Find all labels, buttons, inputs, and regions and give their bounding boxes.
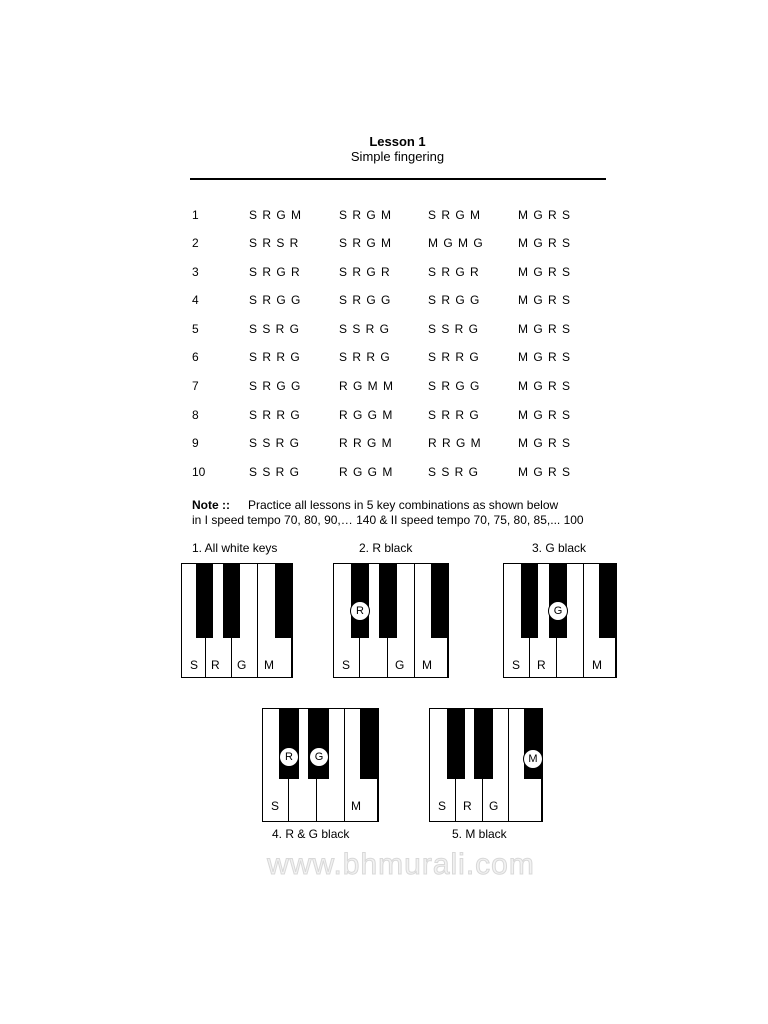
key-label: S bbox=[190, 658, 199, 672]
row-number: 8 bbox=[192, 408, 199, 422]
key-label: M bbox=[351, 799, 361, 813]
pattern-cell: M G R S bbox=[518, 436, 572, 450]
pattern-cell: M G M G bbox=[428, 236, 484, 250]
note-label: Note :: bbox=[192, 498, 230, 512]
note-marker: G bbox=[548, 601, 568, 621]
black-key bbox=[599, 564, 616, 638]
black-key bbox=[196, 564, 213, 638]
pattern-cell: S R G G bbox=[339, 293, 392, 307]
pattern-cell: S S R G bbox=[339, 322, 391, 336]
pattern-cell: S S R G bbox=[428, 465, 480, 479]
keyboard-caption: 1. All white keys bbox=[192, 541, 278, 555]
row-number: 7 bbox=[192, 379, 199, 393]
pattern-cell: S R G R bbox=[339, 265, 391, 279]
pattern-cell: S R G G bbox=[428, 379, 481, 393]
row-number: 3 bbox=[192, 265, 199, 279]
note-line-2: in I speed tempo 70, 80, 90,… 140 & II speed tempo 70, 75, 80, 85,... 100 bbox=[192, 513, 584, 527]
black-key bbox=[308, 709, 329, 779]
title-divider bbox=[190, 178, 606, 180]
pattern-cell: M G R S bbox=[518, 408, 572, 422]
pattern-cell: S S R G bbox=[428, 322, 480, 336]
pattern-cell: S S R G bbox=[249, 465, 301, 479]
pattern-cell: R G G M bbox=[339, 408, 394, 422]
pattern-cell: S S R G bbox=[249, 436, 301, 450]
note-text: Practice all lessons in 5 key combinations as shown below bbox=[248, 498, 559, 512]
pattern-cell: S R G G bbox=[428, 293, 481, 307]
black-key bbox=[379, 564, 397, 638]
pattern-cell: M G R S bbox=[518, 350, 572, 364]
pattern-cell: R R G M bbox=[339, 436, 393, 450]
pattern-cell: M G R S bbox=[518, 236, 572, 250]
note-marker: G bbox=[309, 747, 329, 767]
row-number: 5 bbox=[192, 322, 199, 336]
row-number: 9 bbox=[192, 436, 199, 450]
key-label: G bbox=[395, 658, 405, 672]
key-label: G bbox=[489, 799, 499, 813]
pattern-cell: M G R S bbox=[518, 293, 572, 307]
black-key bbox=[431, 564, 448, 638]
pattern-cell: M G R S bbox=[518, 208, 572, 222]
key-label: S bbox=[438, 799, 447, 813]
pattern-cell: M G R S bbox=[518, 379, 572, 393]
row-number: 4 bbox=[192, 293, 199, 307]
key-label: M bbox=[592, 658, 602, 672]
pattern-cell: R R G M bbox=[428, 436, 482, 450]
pattern-cell: R G M M bbox=[339, 379, 394, 393]
pattern-cell: S R G G bbox=[249, 293, 302, 307]
lesson-title: Lesson 1 bbox=[369, 134, 426, 149]
row-number: 2 bbox=[192, 236, 199, 250]
pattern-cell: S R G R bbox=[428, 265, 480, 279]
key-label: M bbox=[264, 658, 274, 672]
pattern-cell: S R G M bbox=[428, 208, 482, 222]
key-label: R bbox=[211, 658, 220, 672]
note-marker: R bbox=[350, 601, 370, 621]
lesson-subtitle: Simple fingering bbox=[350, 149, 445, 164]
keyboard-caption: 5. M black bbox=[452, 827, 507, 841]
black-key bbox=[521, 564, 538, 638]
pattern-cell: S R G M bbox=[249, 208, 303, 222]
black-key bbox=[447, 709, 465, 779]
pattern-cell: S R R G bbox=[249, 408, 301, 422]
row-number: 10 bbox=[192, 465, 206, 479]
pattern-cell: S R R G bbox=[339, 350, 391, 364]
pattern-cell: M G R S bbox=[518, 465, 572, 479]
pattern-cell: M G R S bbox=[518, 322, 572, 336]
row-number: 6 bbox=[192, 350, 199, 364]
pattern-cell: S R G G bbox=[249, 379, 302, 393]
key-label: S bbox=[271, 799, 280, 813]
pattern-cell: S R S R bbox=[249, 236, 300, 250]
pattern-cell: S R G M bbox=[339, 236, 393, 250]
note-marker: R bbox=[279, 747, 299, 767]
pattern-cell: M G R S bbox=[518, 265, 572, 279]
black-key bbox=[360, 709, 378, 779]
keyboard-caption: 2. R black bbox=[359, 541, 413, 555]
pattern-cell: S R R G bbox=[249, 350, 301, 364]
pattern-cell: S R R G bbox=[428, 408, 480, 422]
black-key bbox=[275, 564, 292, 638]
key-label: R bbox=[537, 658, 546, 672]
black-key bbox=[474, 709, 493, 779]
note-line-1 bbox=[192, 498, 558, 512]
pattern-cell: S R G M bbox=[339, 208, 393, 222]
row-number: 1 bbox=[192, 208, 199, 222]
key-label: R bbox=[463, 799, 472, 813]
pattern-cell: S S R G bbox=[249, 322, 301, 336]
key-label: G bbox=[237, 658, 247, 672]
black-key bbox=[279, 709, 299, 779]
keyboard-caption: 3. G black bbox=[532, 541, 587, 555]
pattern-cell: S R G R bbox=[249, 265, 301, 279]
keyboard-caption: 4. R & G black bbox=[272, 827, 350, 841]
key-label: S bbox=[512, 658, 521, 672]
pattern-cell: R G G M bbox=[339, 465, 394, 479]
key-label: S bbox=[342, 658, 351, 672]
pattern-cell: S R R G bbox=[428, 350, 480, 364]
key-label: M bbox=[422, 658, 432, 672]
note-marker: M bbox=[523, 749, 543, 769]
watermark: www.bhmurali.com bbox=[267, 848, 535, 881]
black-key bbox=[223, 564, 240, 638]
